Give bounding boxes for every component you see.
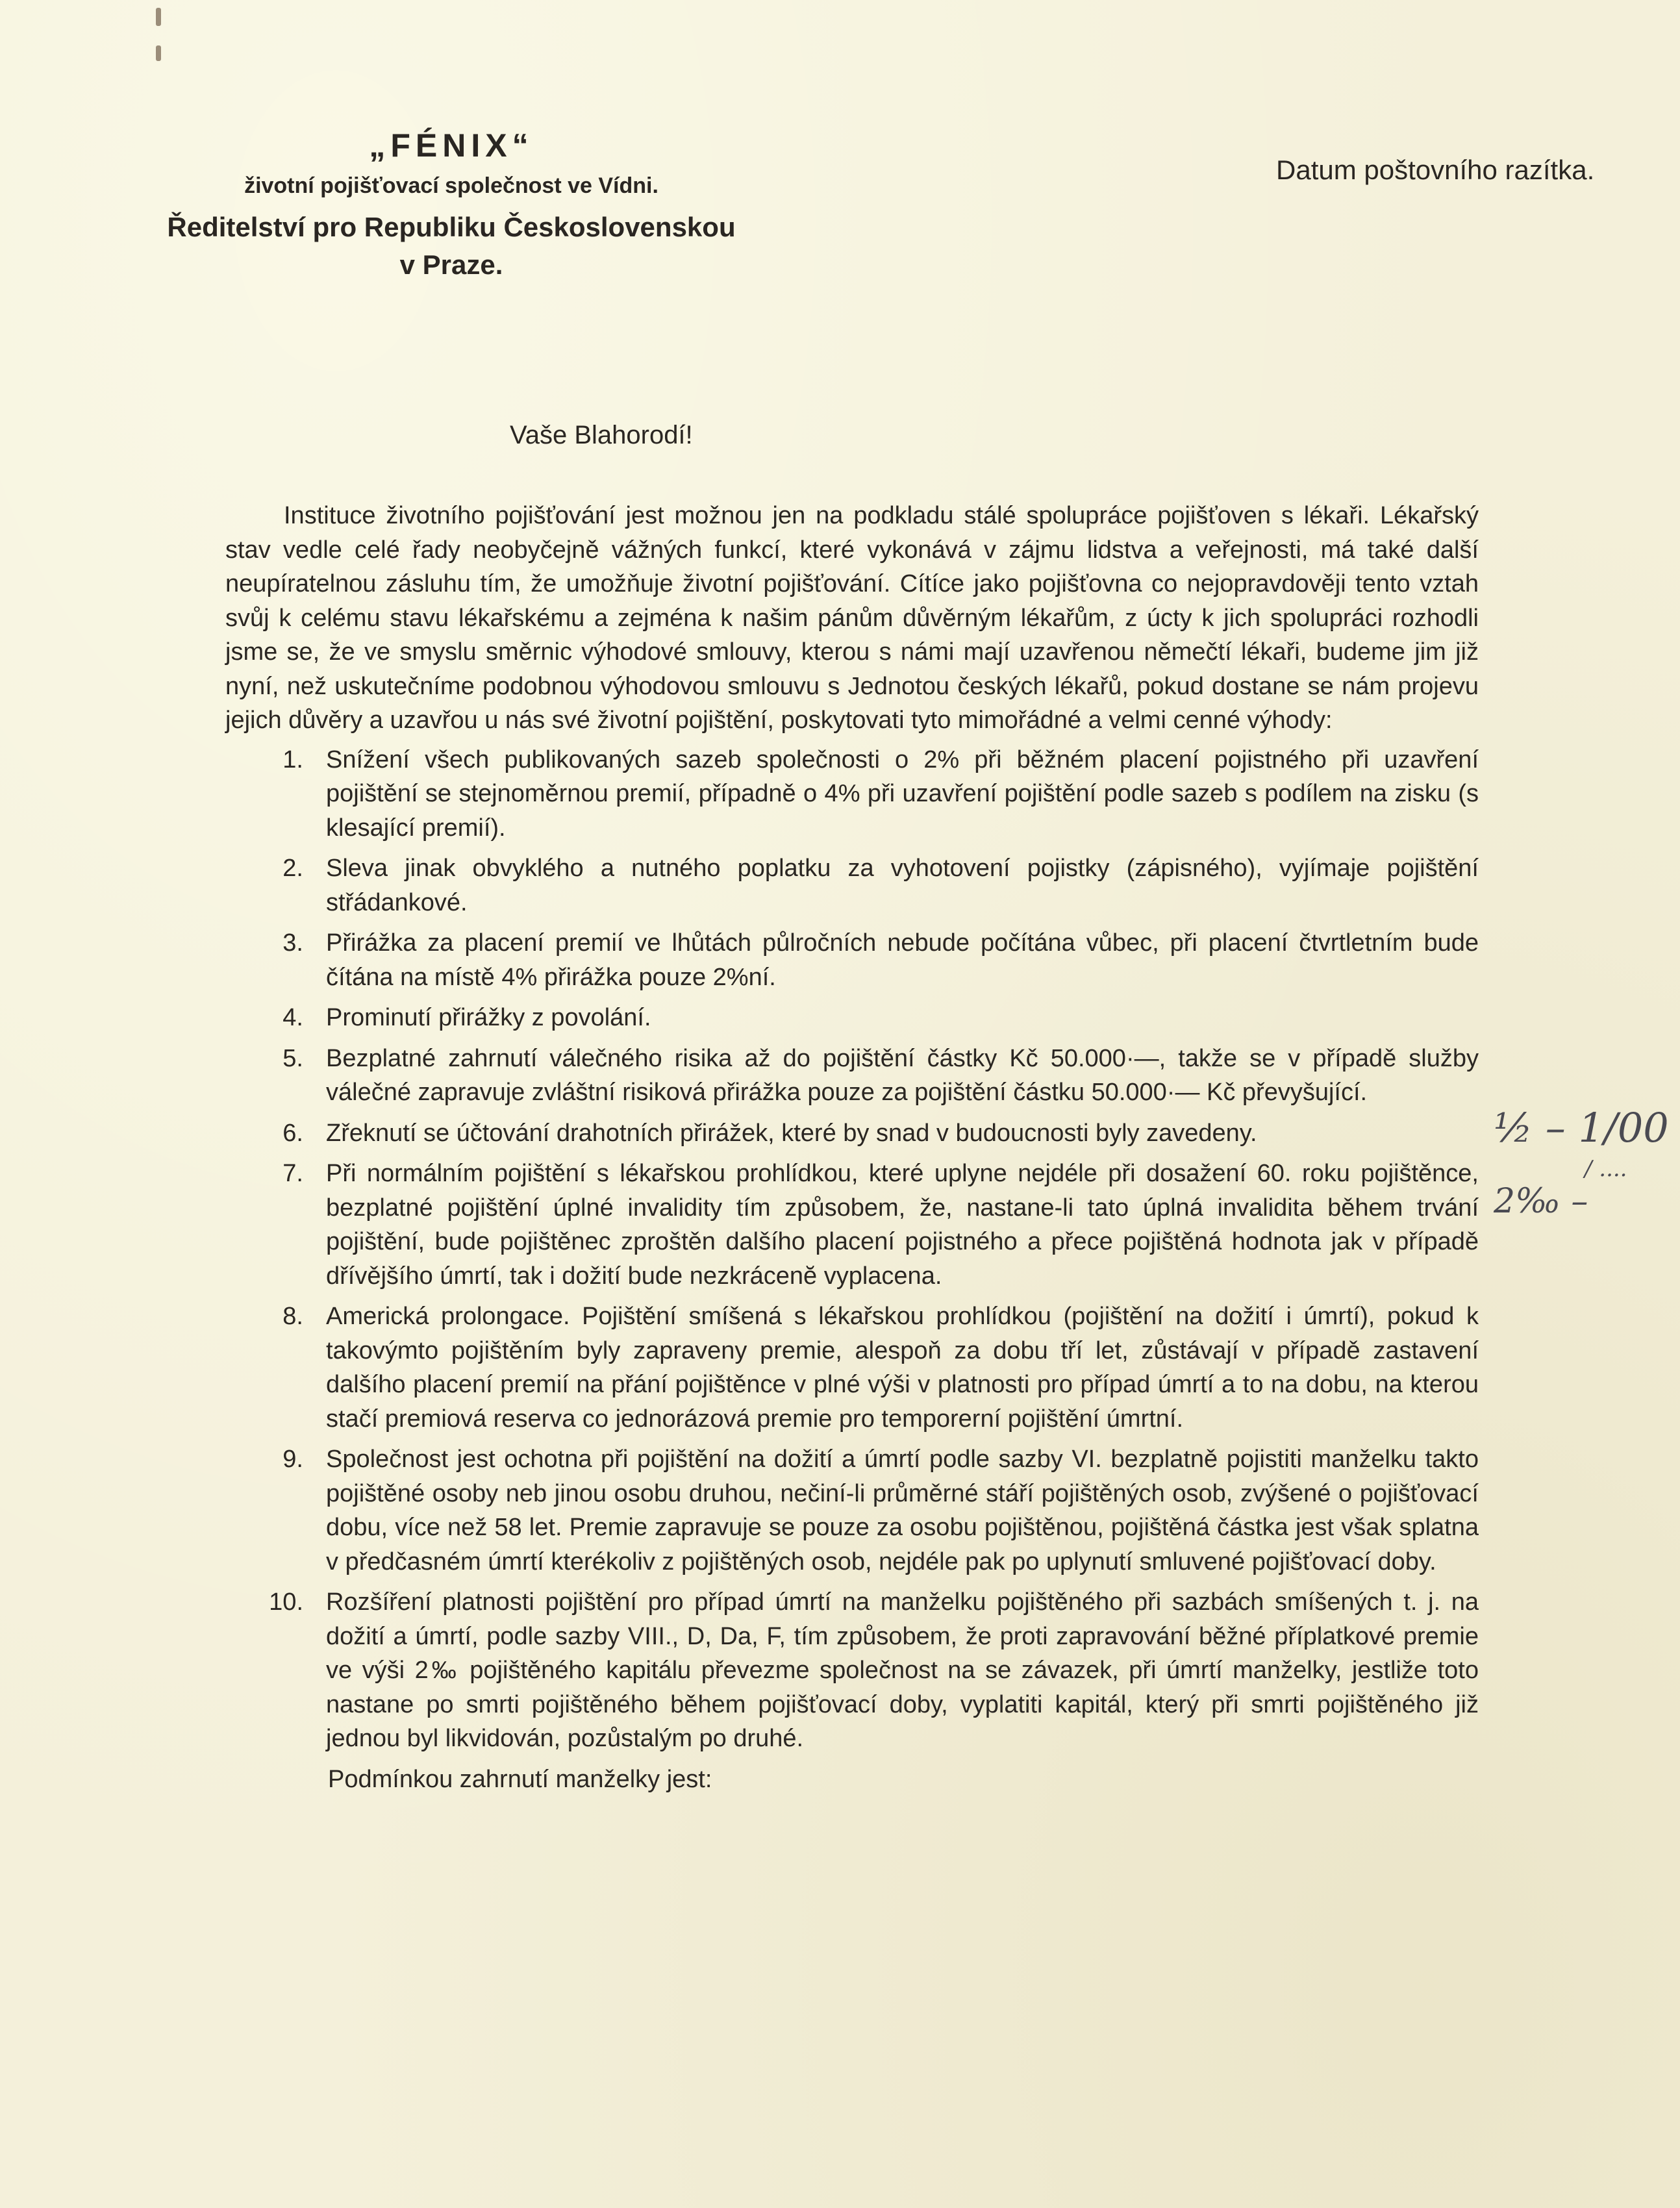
item-number: 8. <box>282 1303 303 1330</box>
item-text: Při normálním pojištění s lékařskou prohlídkou, které uplyne nejdéle při dosažení 60. roku pojištěnce, bezplatné pojištění úplné invalidity tím způsobem, že, nastane-li tato úplná invalidita během trvání pojištění, bude pojištěnec zproštěn dalšího placení pojistného a přece pojištěná hodnota jak v případě dřívějšího úmrtí, tak i dožití bude nezkrácenĕ vyplacena. <box>326 1160 1479 1290</box>
item-number: 4. <box>282 1004 303 1031</box>
intro-paragraph: Instituce životního pojišťování jest možnou jen na podkladu stálé spolupráce pojišťoven s lékaři. Lékařský stav vedle celé řady neobyčejně vážných funkcí, které vykonává v zájmu lidstva a veřejnosti, má také další neupíratelnou zásluhu tím, že umožňuje životní pojišťování. Cítíce jako pojišťovna co nejopravdověji tento vztah svůj k celému stavu lékařskému a zejména k našim pánům důvěrným lékařům, z úcty k jich spolupráci rozhodli jsme se, že ve smyslu směrnic výhodové smlouvy, kterou s námi mají uzavřenou němečtí lékaři, budeme jim již nyní, než uskutečníme podobnou výhodovou smlouvu s Jednotou českých lékařů, pokud dostane se nám projevu jejich důvěry a uzavřou u nás své životní pojištění, poskytovati tyto mimořádné a velmi cenné výhody: <box>225 502 1479 734</box>
handwritten-note: ½ – 1/00 <box>1494 1104 1669 1151</box>
item-text: Zřeknutí se účtování drahotních přirážek, které by snad v budoucnosti byly zavedeny. <box>326 1119 1257 1147</box>
item-number: 5. <box>282 1044 303 1072</box>
salutation: Vaše Blahorodí! <box>510 421 693 449</box>
item-number: 10. <box>269 1588 303 1616</box>
list-item <box>225 1116 1479 1151</box>
item-number: 2. <box>282 855 303 882</box>
letter-body <box>225 499 1479 1796</box>
list-item <box>225 1585 1479 1756</box>
handwritten-note: 2‰ – <box>1494 1182 1588 1221</box>
closing-line: Podmínkou zahrnutí manželky jest: <box>328 1765 712 1793</box>
item-text: Přirážka za placení premií ve lhůtách půlročních nebude počítána vůbec, při placení čtvrtletním bude čítána na místě 4% přirážka pouze 2%ní. <box>326 929 1479 991</box>
list-item <box>225 743 1479 846</box>
item-text: Sleva jinak obvyklého a nutného poplatku za vyhotovení pojistky (zápisného), vyjímaje pojištění střádankové. <box>326 855 1479 916</box>
item-text: Prominutí přirážky z povolání. <box>326 1004 651 1031</box>
staple-mark <box>156 8 161 26</box>
item-text: Rozšíření platnosti pojištění pro případ úmrtí na manželku pojištěného při sazbách smíšených t. j. na dožití a úmrtí, podle sazby VIII., D, Da, F, tím způsobem, že proti zapravování běžné příplatkové premie ve výši 2‰ pojištěného kapitálu převezme společnost na se závazek, při úmrtí manželky, jestliže toto nastane po smrti pojištěného během pojišťovací doby, vyplatiti kapitál, který při smrti pojištěného již jednou byl likvidován, pozůstalým po druhé. <box>326 1588 1479 1752</box>
list-item <box>225 1157 1479 1293</box>
item-number: 3. <box>282 929 303 957</box>
staple-mark <box>156 45 161 61</box>
directorate-name: Ředitelství pro Republiku Československou <box>167 212 736 242</box>
list-item <box>225 1001 1479 1035</box>
benefits-list <box>225 743 1479 1756</box>
item-number: 1. <box>282 746 303 773</box>
item-text: Americká prolongace. Pojištění smíšená s lékařskou prohlídkou (pojištění na dožití i úmrtí), pokud k takovýmto pojištěním byly zapraveny premie, alespoň za dobu tří let, zůstávají v případě zastavení dalšího placení premií na přání pojištěnce v plné výši v platnosti pro případ úmrtí a to na dobu, na kterou stačí premiová reserva co jednorázová premie pro temporerní pojištění úmrtní. <box>326 1303 1479 1433</box>
directorate-city: v Praze. <box>399 249 503 280</box>
list-item <box>225 1442 1479 1579</box>
item-number: 6. <box>282 1119 303 1147</box>
company-name: „FÉNIX“ <box>369 127 534 164</box>
handwritten-note-sub: / .... <box>1585 1156 1627 1182</box>
item-text: Bezplatné zahrnutí válečného risika až do pojištění částky Kč 50.000·—, takže se v případě služby válečné zapravuje zvláštní risiková přirážka pouze za pojištění částku 50.000·— Kč převyšující. <box>326 1044 1479 1106</box>
company-subtitle: životní pojišťovací společnost ve Vídni. <box>244 173 658 198</box>
list-item <box>225 1299 1479 1436</box>
list-item <box>225 1042 1479 1110</box>
item-text: Snížení všech publikovaných sazeb společnosti o 2% při běžném placení pojistného při uzavření pojištění se stejnoměrnou premií, případně o 4% při uzavření pojištění podle sazeb s podílem na zisku (s klesající premií). <box>326 746 1479 842</box>
list-item <box>225 926 1479 994</box>
letterhead <box>162 127 740 281</box>
item-number: 7. <box>282 1160 303 1187</box>
item-number: 9. <box>282 1446 303 1473</box>
date-note: Datum poštovního razítka. <box>1276 155 1595 185</box>
item-text: Společnost jest ochotna při pojištění na dožití a úmrtí podle sazby VI. bezplatně pojistiti manželku takto pojištěné osoby neb jinou osobu druhou, nečiní-li průměrné stáří pojištěných osob, zvýšené o pojišťovací dobu, více než 58 let. Premie zapravuje se pouze za osobu pojištěnou, pojištěná částka jest však splatna v předčasném úmrtí kterékoliv z pojištěných osob, nejdéle pak po uplynutí smluvené pojišťovací doby. <box>326 1446 1479 1575</box>
list-item <box>225 851 1479 920</box>
